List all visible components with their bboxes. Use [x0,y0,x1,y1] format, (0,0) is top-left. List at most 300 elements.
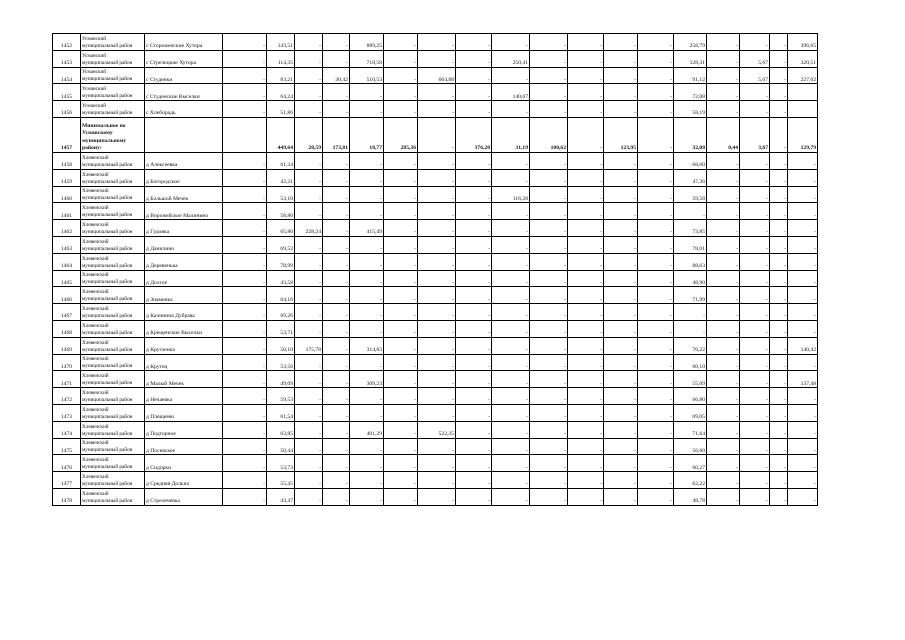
value-cell: 53,56 [267,354,295,371]
locality-cell: д Знаменка [145,287,223,304]
table-row [53,354,818,371]
value-cell: - [568,388,604,405]
value-cell: - [223,421,267,438]
value-cell: - [418,117,456,152]
district-cell: Хлевенский муниципальный район [81,203,145,220]
value-cell: - [350,404,384,421]
value-cell: 83,21 [267,67,295,84]
value-cell: - [384,101,418,118]
value-cell: - [638,337,674,354]
value-cell: - [323,50,350,67]
locality-cell: д Гудовка [145,220,223,237]
value-cell: - [223,186,267,203]
value-cell: - [770,304,788,321]
value-cell: - [456,472,492,489]
value-cell: - [384,50,418,67]
row-number-cell: 1476 [53,455,81,472]
value-cell: - [323,438,350,455]
value-cell: - [295,404,323,421]
value-cell: - [604,488,638,505]
table-row [53,488,818,505]
row-number-cell: 1453 [53,50,81,67]
value-cell: - [530,287,568,304]
value-cell: - [384,34,418,51]
value-cell: - [323,320,350,337]
value-cell: - [456,304,492,321]
value-cell: - [604,50,638,67]
value-cell: 50,10 [267,337,295,354]
value-cell: - [492,101,530,118]
value-cell: - [740,220,770,237]
value-cell: - [323,270,350,287]
value-cell: 69,26 [267,304,295,321]
value-cell: - [456,236,492,253]
value-cell: - [740,388,770,405]
value-cell: - [456,203,492,220]
value-cell: - [568,287,604,304]
value-cell: - [456,253,492,270]
value-cell: - [350,287,384,304]
value-cell: - [223,320,267,337]
value-cell: - [456,320,492,337]
value-cell: 143,51 [267,34,295,51]
value-cell: 60,27 [674,455,707,472]
value-cell: - [788,236,818,253]
value-cell: - [323,337,350,354]
value-cell: - [788,220,818,237]
value-cell: - [384,270,418,287]
value-cell: - [350,354,384,371]
value-cell: - [295,253,323,270]
table-row [53,371,818,388]
value-cell: 522,25 [418,421,456,438]
value-cell: - [492,304,530,321]
value-cell: 42,21 [267,169,295,186]
table-row [53,34,818,51]
locality-cell [145,117,223,152]
row-number-cell: 1474 [53,421,81,438]
value-cell: - [638,488,674,505]
value-cell: - [384,388,418,405]
value-cell: - [674,320,707,337]
table-row [53,404,818,421]
value-cell: 0,44 [707,117,740,152]
value-cell: - [492,388,530,405]
value-cell: - [707,304,740,321]
value-cell: - [295,320,323,337]
value-cell: - [492,488,530,505]
value-cell: - [323,388,350,405]
value-cell: 227,62 [788,67,818,84]
value-cell: - [223,472,267,489]
value-cell: - [295,101,323,118]
value-cell: - [492,472,530,489]
value-cell: - [707,455,740,472]
locality-cell: д Калинина Дубрава [145,304,223,321]
value-cell: - [568,186,604,203]
value-cell: - [770,371,788,388]
value-cell: - [295,472,323,489]
value-cell: - [456,354,492,371]
table-row-subtotal [53,117,818,152]
value-cell: - [530,354,568,371]
value-cell: - [707,169,740,186]
value-cell: 137,48 [788,371,818,388]
locality-cell: с Студенки [145,67,223,84]
value-cell: - [323,354,350,371]
value-cell: - [323,488,350,505]
value-cell: - [384,152,418,169]
value-cell: - [530,101,568,118]
value-cell: - [740,354,770,371]
row-number-cell: 1473 [53,404,81,421]
row-number-cell: 1464 [53,253,81,270]
value-cell: - [384,186,418,203]
value-cell: - [350,438,384,455]
value-cell: - [384,236,418,253]
table-row [53,101,818,118]
value-cell: - [604,438,638,455]
value-cell: - [492,337,530,354]
value-cell: - [530,472,568,489]
value-cell: - [604,388,638,405]
value-cell: 718,58 [350,50,384,67]
value-cell: - [418,388,456,405]
value-cell: - [740,455,770,472]
value-cell: - [568,320,604,337]
value-cell: - [418,50,456,67]
value-cell: - [223,34,267,51]
table-row [53,320,818,337]
value-cell: - [492,320,530,337]
value-cell: - [740,404,770,421]
row-number-cell: 1459 [53,169,81,186]
table-row [53,84,818,101]
value-cell: - [707,67,740,84]
value-cell: 18,77 [350,117,384,152]
value-cell: - [350,236,384,253]
value-cell: - [350,488,384,505]
district-cell: Хлевенский муниципальный район [81,472,145,489]
value-cell: - [492,34,530,51]
value-cell: 173,81 [323,117,350,152]
table-row [53,472,818,489]
value-cell: - [638,101,674,118]
value-cell: - [323,169,350,186]
value-cell: - [295,186,323,203]
value-cell: - [418,169,456,186]
value-cell: - [223,455,267,472]
value-cell: - [456,220,492,237]
district-cell: Хлевенский муниципальный район [81,320,145,337]
value-cell: - [384,404,418,421]
value-cell: - [530,404,568,421]
value-cell: - [568,236,604,253]
value-cell: - [295,455,323,472]
tariff-table [52,33,818,506]
value-cell: - [456,337,492,354]
value-cell: - [456,421,492,438]
value-cell: - [604,320,638,337]
value-cell: - [770,455,788,472]
row-number-cell: 1472 [53,388,81,405]
value-cell: - [530,236,568,253]
value-cell: - [384,488,418,505]
value-cell: 250,41 [492,50,530,67]
value-cell: - [638,253,674,270]
value-cell: - [418,455,456,472]
value-cell: - [604,220,638,237]
value-cell: - [530,67,568,84]
value-cell: - [384,371,418,388]
value-cell: 65,80 [267,220,295,237]
value-cell: - [770,270,788,287]
value-cell: 66,80 [674,388,707,405]
district-cell: Хлевенский муниципальный район [81,421,145,438]
value-cell: - [350,203,384,220]
value-cell: - [492,236,530,253]
value-cell: - [788,186,818,203]
value-cell: 50,44 [267,438,295,455]
locality-cell: д Сидорки [145,455,223,472]
locality-cell: д Ворожейское Малинино [145,203,223,220]
value-cell: - [707,34,740,51]
value-cell: - [456,34,492,51]
value-cell: - [295,488,323,505]
value-cell: - [323,455,350,472]
value-cell [788,84,818,101]
value-cell: - [740,488,770,505]
value-cell: - [638,270,674,287]
value-cell: - [223,203,267,220]
value-cell: - [295,50,323,67]
value-cell: - [604,186,638,203]
value-cell: - [384,203,418,220]
value-cell: - [350,270,384,287]
value-cell: 175,78 [295,337,323,354]
value-cell: 3,67 [740,117,770,152]
value-cell: - [788,253,818,270]
value-cell: - [492,220,530,237]
value-cell: - [604,84,638,101]
value-cell: - [788,438,818,455]
value-cell [223,117,267,152]
district-cell: Хлевенский муниципальный район [81,455,145,472]
value-cell: 258,79 [674,34,707,51]
value-cell: - [530,320,568,337]
value-cell: - [384,220,418,237]
value-cell: 396,65 [788,34,818,51]
table-row [53,236,818,253]
table-row [53,50,818,67]
locality-cell: д Крещенские Выселки [145,320,223,337]
district-cell: Хлевенский муниципальный район [81,253,145,270]
district-cell: Хлевенский муниципальный район [81,488,145,505]
value-cell: - [604,236,638,253]
value-cell: 664,88 [418,67,456,84]
value-cell: - [638,236,674,253]
value-cell: - [707,50,740,67]
value-cell: 73,85 [674,220,707,237]
value-cell: - [568,438,604,455]
value-cell: - [295,84,323,101]
value-cell: - [530,253,568,270]
value-cell: - [223,337,267,354]
value-cell: - [384,67,418,84]
district-cell: Минимальное по Усманскому муниципальному району: [81,117,145,152]
value-cell: - [638,67,674,84]
value-cell: - [492,371,530,388]
row-number-cell: 1458 [53,152,81,169]
value-cell: - [604,404,638,421]
value-cell: - [418,186,456,203]
value-cell: - [418,236,456,253]
value-cell: - [384,320,418,337]
value-cell: - [492,287,530,304]
value-cell: - [740,84,770,101]
value-cell: - [707,320,740,337]
value-cell: - [384,253,418,270]
value-cell: - [223,220,267,237]
value-cell: - [740,169,770,186]
value-cell: - [456,169,492,186]
table-row [53,270,818,287]
value-cell [788,101,818,118]
value-cell: - [740,236,770,253]
value-cell: 78,01 [674,236,707,253]
locality-cell: д Малый Мечек [145,371,223,388]
value-cell: - [638,438,674,455]
value-cell: - [418,304,456,321]
value-cell: 76,22 [674,337,707,354]
value-cell: 69,05 [674,404,707,421]
value-cell: - [323,287,350,304]
value-cell: 114,35 [267,50,295,67]
value-cell: - [456,67,492,84]
value-cell: - [530,152,568,169]
value-cell: 72,08 [674,84,707,101]
value-cell: - [492,455,530,472]
value-cell: 376,20 [456,117,492,152]
value-cell: - [604,34,638,51]
value-cell: - [418,220,456,237]
row-number-cell: 1477 [53,472,81,489]
value-cell: - [788,169,818,186]
value-cell: - [638,169,674,186]
locality-cell: д Подгорное [145,421,223,438]
value-cell: - [638,152,674,169]
row-number-cell: 1466 [53,287,81,304]
district-cell: Хлевенский муниципальный район [81,236,145,253]
value-cell: - [770,84,788,101]
value-cell: - [740,34,770,51]
value-cell: - [638,455,674,472]
value-cell: - [638,354,674,371]
value-cell: - [770,117,788,152]
locality-cell: д Средняя Дольна [145,472,223,489]
value-cell: - [638,320,674,337]
value-cell: - [323,371,350,388]
value-cell: - [770,438,788,455]
value-cell: - [604,354,638,371]
value-cell: - [323,253,350,270]
value-cell: - [456,84,492,101]
value-cell: - [350,169,384,186]
value-cell: 71,99 [674,287,707,304]
table-row [53,67,818,84]
value-cell: - [568,34,604,51]
value-cell: - [223,354,267,371]
table-body [53,34,818,506]
value-cell: - [638,371,674,388]
value-cell: - [707,220,740,237]
value-cell: 71,64 [674,421,707,438]
table-row [53,421,818,438]
value-cell: - [707,203,740,220]
value-cell: - [418,404,456,421]
locality-cell: д Нечаевка [145,388,223,405]
value-cell: - [568,84,604,101]
value-cell: 5,67 [740,67,770,84]
value-cell: - [638,220,674,237]
locality-cell: д Данилино [145,236,223,253]
value-cell: - [604,169,638,186]
value-cell: - [788,388,818,405]
value-cell: - [295,67,323,84]
value-cell: - [674,203,707,220]
value-cell: 5,67 [740,50,770,67]
value-cell: - [418,101,456,118]
value-cell: - [604,337,638,354]
table-row [53,186,818,203]
value-cell: - [323,472,350,489]
value-cell: - [492,253,530,270]
row-number-cell: 1469 [53,337,81,354]
value-cell: - [456,270,492,287]
value-cell: - [604,152,638,169]
value-cell: - [295,270,323,287]
value-cell: - [638,404,674,421]
value-cell: - [323,304,350,321]
table-row [53,455,818,472]
value-cell: - [568,371,604,388]
value-cell: - [456,438,492,455]
value-cell: 69,52 [267,236,295,253]
value-cell: - [418,472,456,489]
value-cell: - [492,169,530,186]
table-row [53,203,818,220]
value-cell: 51,86 [267,101,295,118]
row-number-cell: 1454 [53,67,81,84]
row-number-cell: 1461 [53,203,81,220]
value-cell: - [456,488,492,505]
value-cell: - [492,270,530,287]
value-cell: - [707,404,740,421]
locality-cell: д Стрелечевка [145,488,223,505]
row-number-cell: 1463 [53,236,81,253]
value-cell: - [530,304,568,321]
value-cell: - [295,438,323,455]
value-cell: 889,25 [350,34,384,51]
value-cell: - [604,101,638,118]
value-cell: 32,08 [674,117,707,152]
value-cell: - [456,186,492,203]
value-cell: - [295,371,323,388]
value-cell: - [707,371,740,388]
value-cell: - [568,472,604,489]
value-cell: - [350,304,384,321]
value-cell: - [788,152,818,169]
